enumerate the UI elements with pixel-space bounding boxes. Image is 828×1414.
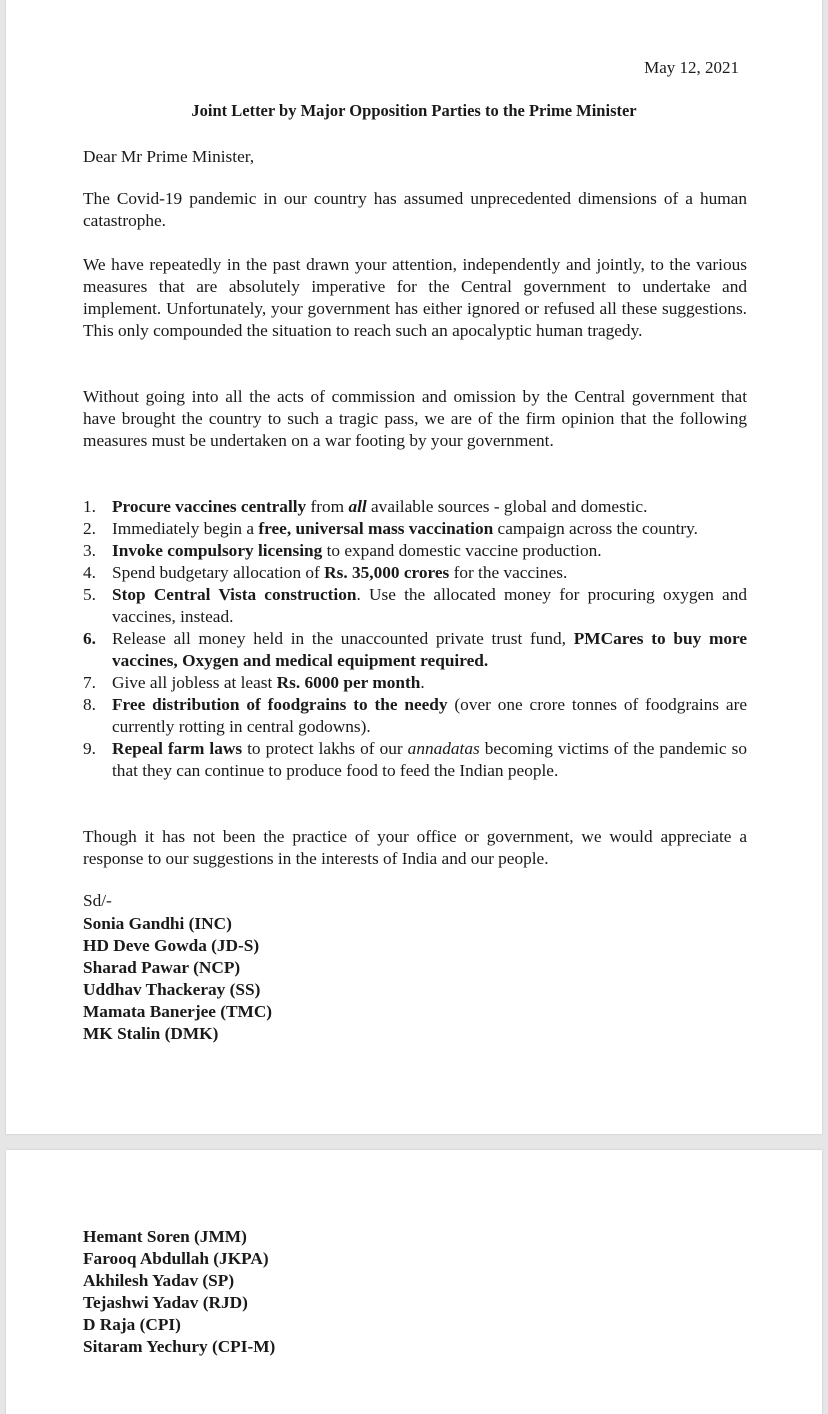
measure-text: Release all money held in the unaccounted private trust fund, PMCares to buy more vaccines, Oxygen and medical equipment required.: [112, 629, 748, 670]
measure-text: Procure vaccines centrally from all available sources - global and domestic.: [112, 497, 648, 516]
measure-number: 7.: [83, 673, 96, 692]
measure-item: [83, 496, 747, 518]
letter-title: Joint Letter by Major Opposition Parties to the Prime Minister: [191, 101, 637, 120]
paragraph: We have repeatedly in the past drawn your attention, independently and jointly, to the various measures that are absolutely imperative for the Central government to undertake and implement. Unfortunately, your government has either ignored or refused all these suggestions. This only compounded the situation to reach such an apocalyptic human tragedy.: [83, 255, 747, 340]
signatory: Tejashwi Yadav (RJD): [83, 1293, 248, 1312]
measure-number: 1.: [83, 497, 96, 516]
letter-page-2: [6, 1150, 822, 1414]
closing-paragraph: Though it has not been the practice of your office or government, we would appreciate a response to our suggestions in the interests of India and our people.: [83, 827, 747, 868]
signatories-list: [83, 913, 272, 1045]
measure-number: 6.: [83, 629, 96, 648]
letter-date: May 12, 2021: [644, 58, 739, 77]
measure-item: [83, 694, 747, 738]
measure-text: Invoke compulsory licensing to expand domestic vaccine production.: [112, 541, 602, 560]
measure-text: Repeal farm laws to protect lakhs of our annadatas becoming victims of the pandemic so that they can continue to produce food to feed the Indian people.: [112, 739, 748, 780]
measure-item: [83, 518, 747, 540]
paragraph: Without going into all the acts of commission and omission by the Central government that have brought the country to such a tragic pass, we are of the firm opinion that the following measures must be undertaken on a war footing by your government.: [83, 387, 747, 450]
signatory: Uddhav Thackeray (SS): [83, 980, 261, 999]
letter-page-1: [6, 0, 822, 1134]
signatory: D Raja (CPI): [83, 1315, 181, 1334]
measure-text: Free distribution of foodgrains to the needy (over one crore tonnes of foodgrains are currently rotting in central godowns).: [112, 695, 747, 736]
signatory: Mamata Banerjee (TMC): [83, 1002, 273, 1021]
measure-number: 2.: [83, 519, 96, 538]
measure-text: Give all jobless at least Rs. 6000 per month.: [112, 673, 425, 692]
measure-number: 4.: [83, 563, 96, 582]
signatory: Akhilesh Yadav (SP): [83, 1271, 235, 1290]
measure-text: Stop Central Vista construction. Use the allocated money for procuring oxygen and vaccines, instead.: [112, 585, 747, 626]
measures-list: [83, 496, 747, 782]
greeting: Dear Mr Prime Minister,: [83, 147, 255, 166]
signatories-list-continued: [83, 1226, 275, 1358]
measure-item: [83, 738, 747, 782]
measure-item: [83, 628, 747, 672]
signatory: Hemant Soren (JMM): [83, 1227, 247, 1246]
signed-mark: Sd/-: [83, 891, 112, 910]
signatory: HD Deve Gowda (JD-S): [83, 936, 260, 955]
measure-number: 5.: [83, 585, 96, 604]
signatory: MK Stalin (DMK): [83, 1024, 219, 1043]
measure-item: [83, 540, 747, 562]
measure-item: [83, 584, 747, 628]
measure-item: [83, 562, 747, 584]
signatory: Farooq Abdullah (JKPA): [83, 1249, 269, 1268]
measure-text: Spend budgetary allocation of Rs. 35,000 crores for the vaccines.: [112, 563, 568, 582]
measure-number: 8.: [83, 695, 96, 714]
measure-text: Immediately begin a free, universal mass vaccination campaign across the country.: [112, 519, 698, 538]
signatory: Sonia Gandhi (INC): [83, 914, 232, 933]
signatory: Sharad Pawar (NCP): [83, 958, 241, 977]
measure-number: 9.: [83, 739, 96, 758]
paragraph: The Covid-19 pandemic in our country has assumed unprecedented dimensions of a human catastrophe.: [83, 189, 747, 230]
signatory: Sitaram Yechury (CPI-M): [83, 1337, 276, 1356]
measure-number: 3.: [83, 541, 96, 560]
measure-item: [83, 672, 747, 694]
